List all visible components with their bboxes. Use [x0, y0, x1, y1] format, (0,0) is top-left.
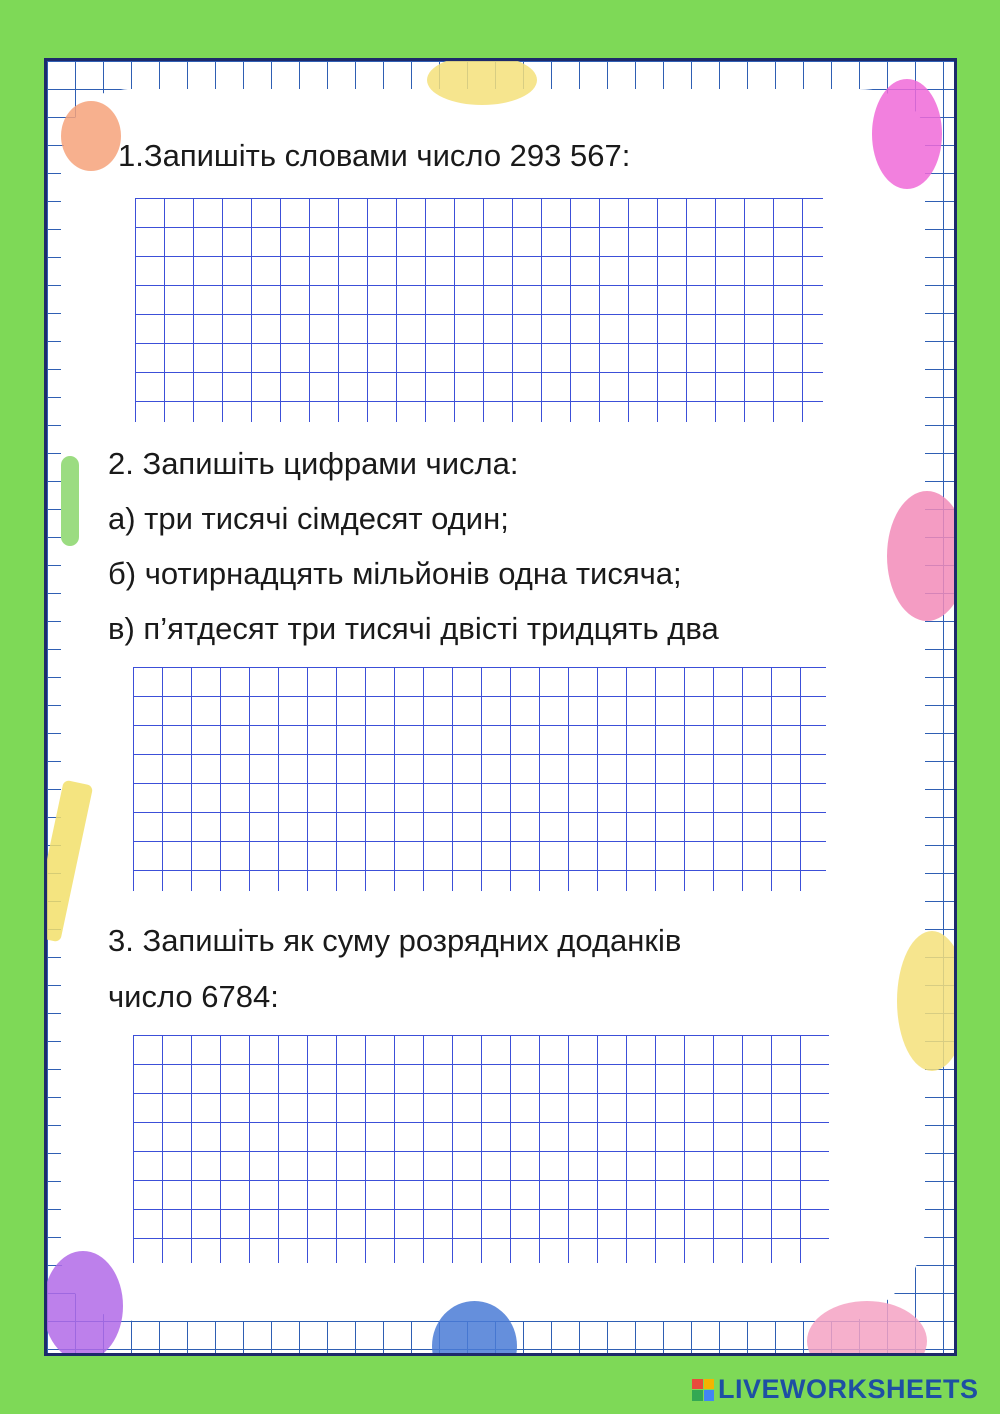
answer-grid-3[interactable] — [133, 1035, 829, 1263]
task-2-item-c: в) п’ятдесят три тисячі двісті тридцять два — [108, 611, 719, 646]
liveworksheets-logo-icon — [692, 1379, 714, 1401]
task-2-item-b: б) чотирнадцять мільйонів одна тисяча; — [108, 556, 682, 591]
task-3-title-line-2: число 6784: — [108, 979, 279, 1014]
answer-grid-2[interactable] — [133, 667, 826, 891]
liveworksheets-logo-text: LIVEWORKSHEETS — [718, 1374, 979, 1404]
decorative-orange-blob — [61, 101, 121, 171]
decorative-pink-balloon — [887, 491, 957, 621]
decorative-blue-number-3 — [432, 1301, 517, 1356]
task-1-title: 1.Запишіть словами число 293 567: — [118, 138, 631, 173]
task-2-item-a: а) три тисячі сімдесят один; — [108, 501, 509, 536]
decorative-green-blob — [61, 456, 79, 546]
task-2-title: 2. Запишіть цифрами числа: — [108, 446, 519, 481]
decorative-pink-blob — [807, 1301, 927, 1356]
decorative-yellow-blob — [427, 58, 537, 105]
answer-grid-1[interactable] — [135, 198, 823, 422]
decorative-purple-number-9 — [44, 1251, 123, 1356]
liveworksheets-logo — [692, 1374, 979, 1405]
task-3-title-line-1: 3. Запишіть як суму розрядних доданків — [108, 923, 682, 958]
decorative-pink-number-2 — [872, 79, 942, 189]
